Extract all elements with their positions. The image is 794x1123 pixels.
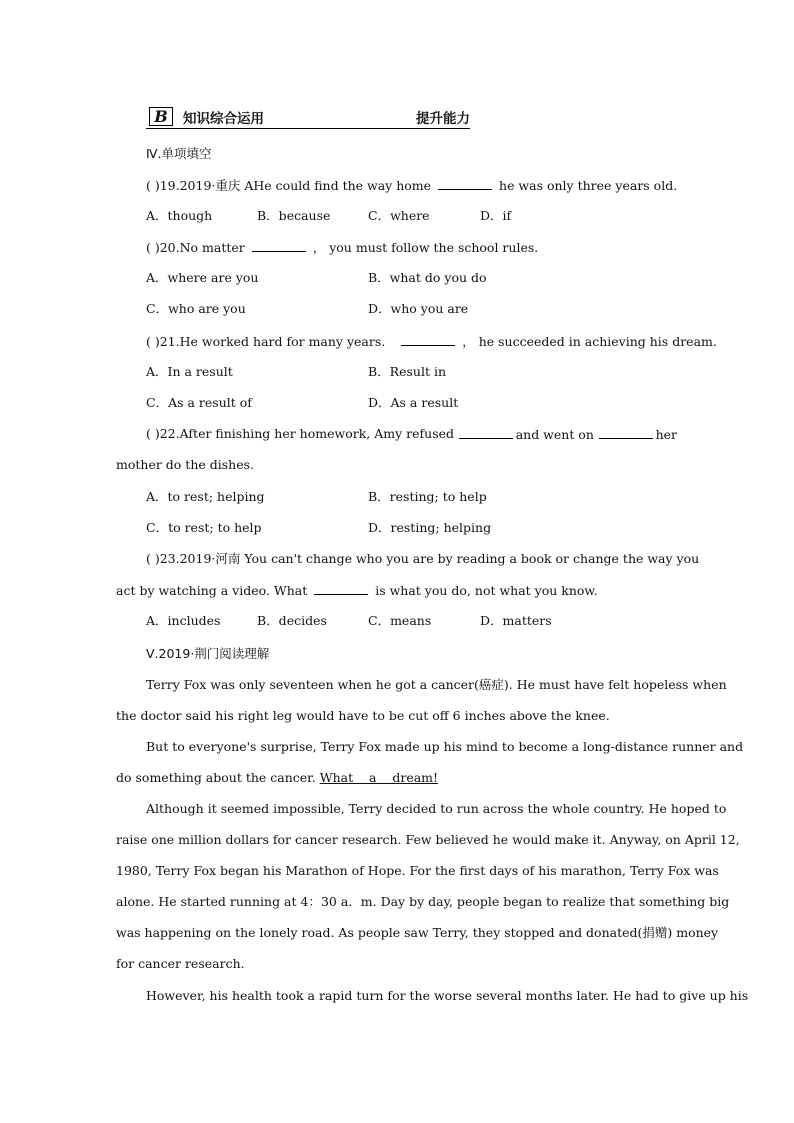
q22-option-d[interactable]: D．resting; helping (368, 520, 492, 535)
q20-option-b[interactable]: B．what do you do (368, 270, 487, 285)
q21-option-b[interactable]: B．Result in (368, 364, 447, 379)
question-20 (146, 238, 538, 257)
q22-lead: ( )22.After finishing her homework, Amy refused (146, 426, 455, 441)
q22-option-b[interactable]: B．resting; to help (368, 489, 487, 504)
question-23-line1: ( )23.2019·河南 You can't change who you are by reading a book or change the way you (146, 551, 700, 566)
passage-line-1: Terry Fox was only seventeen when he got a cancer(癌症). He must have felt hopeless when (146, 677, 727, 692)
q23-option-d[interactable]: D．matters (480, 613, 552, 628)
passage-line-7: 1980, Terry Fox began his Marathon of Hope. For the first days of his marathon, Terry Fox was (116, 863, 719, 878)
section-header (146, 106, 470, 129)
q20-tail: ， you must follow the school rules. (312, 240, 539, 255)
q19-option-a[interactable]: A．though (146, 208, 213, 223)
q23-option-b[interactable]: B．decides (257, 613, 327, 628)
passage-line-9: was happening on the lonely road. As people saw Terry, they stopped and donated(捐赠) money (116, 925, 719, 940)
q19-option-c[interactable]: C．where (368, 208, 430, 223)
section-subtitle: 提升能力 (416, 111, 470, 127)
q20-option-a[interactable]: A．where are you (146, 270, 259, 285)
passage-line-8: alone. He started running at 4：30 a．m. Day by day, people began to realize that something big (116, 894, 730, 909)
passage-line-6: raise one million dollars for cancer research. Few believed he would make it. Anyway, on April 12, (116, 832, 740, 847)
q19-tail: he was only three years old. (499, 178, 678, 193)
q20-option-c[interactable]: C．who are you (146, 301, 246, 316)
q22-option-a[interactable]: A．to rest; helping (146, 489, 265, 504)
question-22-line1 (146, 425, 677, 444)
q23-tail: is what you do, not what you know. (375, 583, 598, 598)
q22-end: her (655, 427, 677, 442)
q23-lead: act by watching a video. What (116, 583, 308, 598)
question-22-line2: mother do the dishes. (116, 457, 254, 472)
q23-blank[interactable] (314, 581, 368, 595)
q23-option-a[interactable]: A．includes (146, 613, 221, 628)
passage-line-11: However, his health took a rapid turn for the worse several months later. He had to give up his (146, 988, 749, 1003)
q22-blank-1[interactable] (459, 425, 513, 439)
part5-heading: Ⅴ.2019·荆门阅读理解 (146, 646, 270, 661)
q21-option-c[interactable]: C．As a result of (146, 395, 252, 410)
passage-line-4 (116, 769, 438, 787)
q20-option-d[interactable]: D．who you are (368, 301, 469, 316)
passage-line-10: for cancer research. (116, 956, 245, 971)
q19-option-d[interactable]: D．if (480, 208, 512, 223)
part4-heading: Ⅳ.单项填空 (146, 146, 212, 161)
q21-tail: ， he succeeded in achieving his dream. (462, 334, 717, 349)
q19-lead: ( )19.2019·重庆 AHe could find the way home (146, 178, 432, 193)
passage-line-4-text: do something about the cancer. (116, 770, 316, 785)
q20-lead: ( )20.No matter (146, 240, 245, 255)
q20-blank[interactable] (252, 238, 306, 252)
q22-blank-2[interactable] (599, 425, 653, 439)
passage-line-2: the doctor said his right leg would have to be cut off 6 inches above the knee. (116, 708, 610, 723)
section-title: 知识综合运用 (183, 111, 264, 127)
q21-option-d[interactable]: D．As a result (368, 395, 459, 410)
passage-line-5: Although it seemed impossible, Terry decided to run across the whole country. He hoped to (146, 801, 727, 816)
q22-option-c[interactable]: C．to rest; to help (146, 520, 262, 535)
q21-lead: ( )21.He worked hard for many years. (146, 334, 386, 349)
underlined-phrase: What a dream! (319, 770, 439, 785)
q21-option-a[interactable]: A．In a result (146, 364, 233, 379)
q19-blank[interactable] (438, 176, 492, 190)
q21-blank[interactable] (401, 332, 455, 346)
question-23-line2 (116, 581, 598, 600)
question-21 (146, 332, 717, 351)
passage-line-3: But to everyone's surprise, Terry Fox made up his mind to become a long-distance runner and (146, 739, 744, 754)
q22-mid: and went on (515, 427, 594, 442)
question-19 (146, 176, 677, 195)
q23-option-c[interactable]: C．means (368, 613, 432, 628)
q19-option-b[interactable]: B．because (257, 208, 331, 223)
section-badge: B (149, 107, 173, 126)
